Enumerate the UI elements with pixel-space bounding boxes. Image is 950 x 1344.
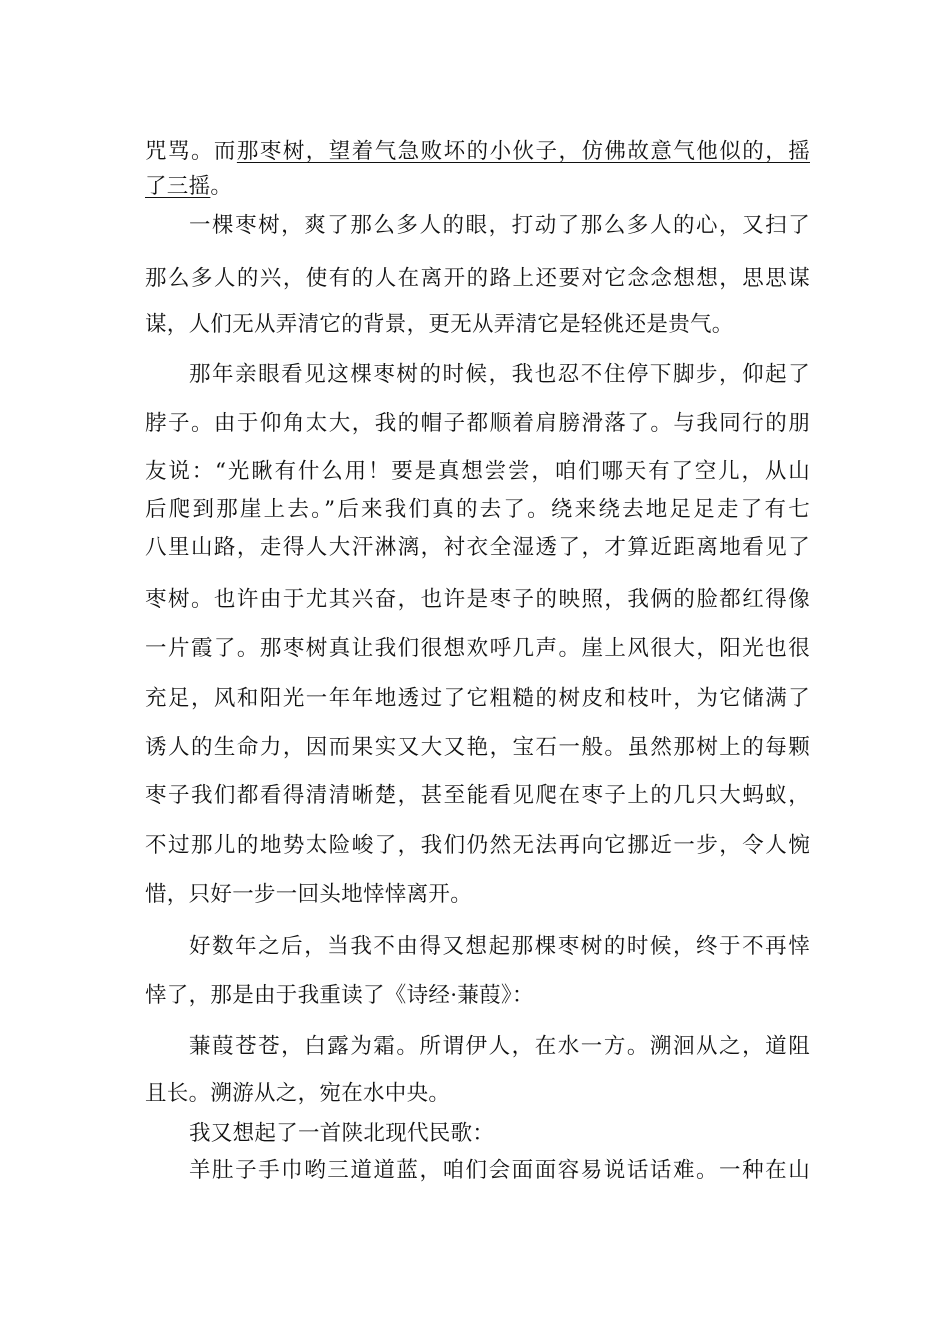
paragraph-line: 友说：“光瞅有什么用！要是真想尝尝，咱们哪天有了空儿，从山 xyxy=(145,459,810,484)
paragraph-line: 充足，风和阳光一年年地透过了它粗糙的树皮和枝叶，为它储满了 xyxy=(145,686,810,711)
paragraph-line: 八里山路，走得人大汗淋漓，衬衣全湿透了，才算近距离地看见了 xyxy=(145,535,810,560)
text-line xyxy=(145,172,810,202)
paragraph-line: 后爬到那崖上去。”后来我们真的去了。绕来绕去地足足走了有七 xyxy=(145,497,810,522)
song-line: 羊肚子手巾哟三道道蓝，咱们会面面容易说话话难。一种在山 xyxy=(189,1158,810,1183)
poem-line: 蒹葭苍苍，白露为霜。所谓伊人，在水一方。溯洄从之，道阻 xyxy=(189,1034,810,1059)
underlined-text: 了三摇 xyxy=(145,174,211,199)
paragraph-line: 那年亲眼看见这棵枣树的时候，我也忍不住停下脚步，仰起了 xyxy=(189,362,810,387)
paragraph-line: 惜，只好一步一回头地悻悻离开。 xyxy=(145,882,473,907)
paragraph-line: 谋，人们无从弄清它的背景，更无从弄清它是轻佻还是贵气。 xyxy=(145,312,734,337)
paragraph-line: 枣子我们都看得清清晰楚，甚至能看见爬在枣子上的几只大蚂蚁， xyxy=(145,783,810,808)
paragraph-line: 脖子。由于仰角太大，我的帽子都顺着肩膀滑落了。与我同行的朋 xyxy=(145,411,810,436)
poem-line: 且长。溯游从之，宛在水中央。 xyxy=(145,1081,451,1106)
paragraph-line: 不过那儿的地势太险峻了，我们仍然无法再向它挪近一步，令人惋 xyxy=(145,833,810,858)
paragraph-line: 我又想起了一首陕北现代民歌： xyxy=(189,1121,495,1146)
paragraph-line: 悻了，那是由于我重读了《诗经·蒹葭》： xyxy=(145,983,534,1008)
text-segment: 。 xyxy=(210,174,233,199)
paragraph-line: 一棵枣树，爽了那么多人的眼，打动了那么多人的心，又扫了 xyxy=(189,213,810,238)
paragraph-line: 枣树。也许由于尤其兴奋，也许是枣子的映照，我俩的脸都红得像 xyxy=(145,587,810,612)
paragraph-line: 那么多人的兴，使有的人在离开的路上还要对它念念想想，思思谋 xyxy=(145,266,810,291)
text-line xyxy=(145,137,810,167)
paragraph-line: 好数年之后，当我不由得又想起那棵枣树的时候，终于不再悻 xyxy=(189,934,810,959)
paragraph-line: 诱人的生命力，因而果实又大又艳，宝石一般。虽然那树上的每颗 xyxy=(145,735,810,760)
text-segment: 咒骂。而 xyxy=(145,139,237,164)
underlined-text: 那枣树，望着气急败坏的小伙子，仿佛故意气他似的，摇 xyxy=(236,139,810,164)
paragraph-line: 一片霞了。那枣树真让我们很想欢呼几声。崖上风很大，阳光也很 xyxy=(145,636,810,661)
